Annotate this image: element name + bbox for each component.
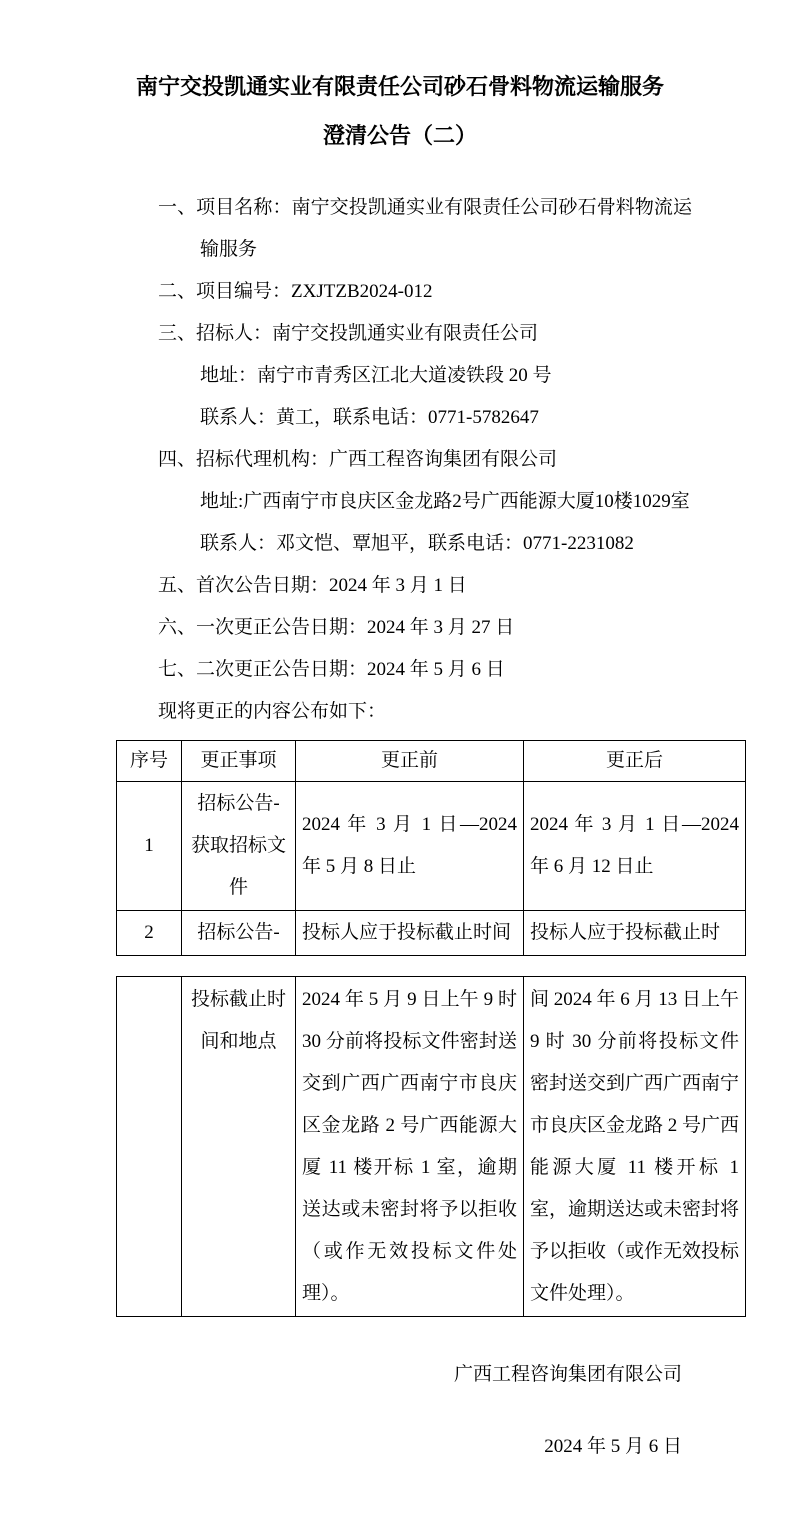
lead-in-line: 现将更正的内容公布如下： [158, 701, 387, 722]
cont-item: 投标截止时间和地点 [182, 977, 296, 1317]
cont-after: 间 2024 年 6 月 13 日上午 9 时 30 分前将投标文件密封送交到广西广西南宁市良庆区金龙路 2 号广西能源大厦 11 楼开标 1 室，逾期送达或未密封将予以拒收（或作无效投标文件处理）。 [524, 977, 746, 1317]
list-item-6 [158, 607, 692, 649]
list-item-7 [158, 649, 692, 691]
row2-before: 投标人应于投标截止时间 [296, 911, 524, 956]
list-item-3-address: 地址：南宁市青秀区江北大道凌铁段 20 号 [200, 365, 552, 386]
table-header-row [117, 741, 746, 782]
item-text: 项目名称：南宁交投凯通实业有限责任公司砂石骨料物流运输服务 [196, 197, 692, 260]
item-text: 招标代理机构：广西工程咨询集团有限公司 [196, 449, 558, 470]
list-item-1 [158, 187, 692, 271]
item-text: 首次公告日期：2024 年 3 月 1 日 [196, 575, 467, 596]
table-continuation-row [117, 977, 746, 1317]
item-text: 项目编号：ZXJTZB2024-012 [196, 281, 433, 302]
item-text: 二次更正公告日期：2024 年 5 月 6 日 [196, 659, 505, 680]
list-item-5 [158, 565, 692, 607]
item-number: 一、 [158, 197, 197, 218]
header-cell-before: 更正前 [296, 741, 524, 782]
row2-seq: 2 [117, 911, 182, 956]
item-text: 招标人：南宁交投凯通实业有限责任公司 [196, 323, 539, 344]
row1-item: 招标公告-获取招标文件 [182, 782, 296, 911]
row2-after: 投标人应于投标截止时 [524, 911, 746, 956]
header-cell-after: 更正后 [524, 741, 746, 782]
table-row-2 [117, 911, 746, 956]
list-item-3 [158, 313, 692, 355]
list-item-4 [158, 439, 692, 481]
item-number: 七、 [158, 659, 197, 680]
cont-seq [117, 977, 182, 1317]
list-item-4-address: 地址:广西南宁市良庆区金龙路2号广西能源大厦10楼1029室 [200, 491, 690, 512]
title-line-1: 南宁交投凯通实业有限责任公司砂石骨料物流运输服务 [135, 74, 664, 99]
row2-item: 招标公告- [182, 911, 296, 956]
item-number: 三、 [158, 323, 197, 344]
cont-before: 2024 年 5 月 9 日上午 9 时 30 分前将投标文件密封送交到广西广西南宁市良庆区金龙路 2 号广西能源大厦 11 楼开标 1 室，逾期送达或未密封将予以拒收（或作无效投标文件处理）。 [296, 977, 524, 1317]
row1-seq: 1 [117, 782, 182, 911]
item-number: 五、 [158, 575, 197, 596]
header-cell-item: 更正事项 [182, 741, 296, 782]
signature-company: 广西工程咨询集团有限公司 [453, 1364, 682, 1385]
corrections-table-part1 [116, 740, 746, 956]
item-text: 一次更正公告日期：2024 年 3 月 27 日 [196, 617, 515, 638]
signature-block [0, 1354, 800, 1468]
corrections-table-part2 [116, 976, 746, 1317]
title-line-2: 澄清公告（二） [322, 123, 477, 148]
item-number: 二、 [158, 281, 197, 302]
document-body [158, 187, 692, 733]
item-number: 四、 [158, 449, 197, 470]
row1-before: 2024 年 3 月 1 日—2024 年 5 月 8 日止 [296, 782, 524, 911]
list-item-2 [158, 271, 692, 313]
list-item-3-contact: 联系人：黄工，联系电话：0771-5782647 [200, 407, 539, 428]
row1-after: 2024 年 3 月 1 日—2024 年 6 月 12 日止 [524, 782, 746, 911]
header-cell-seq: 序号 [117, 741, 182, 782]
list-item-4-contact: 联系人：邓文恺、覃旭平，联系电话：0771-2231082 [200, 533, 634, 554]
item-number: 六、 [158, 617, 197, 638]
table-row-1 [117, 782, 746, 911]
document-title [0, 0, 800, 160]
signature-date: 2024 年 5 月 6 日 [544, 1436, 682, 1457]
